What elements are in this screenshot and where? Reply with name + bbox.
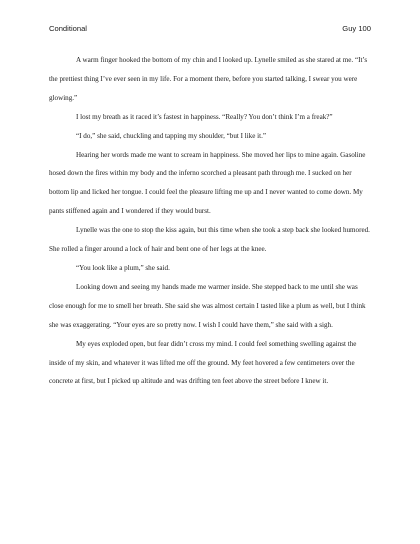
paragraph: My eyes exploded open, but fear didn’t cross my mind. I could feel something swelling against the inside of my skin, and whatever it was lifted me off the ground. My feet hovered a few centimeters over the concrete at first, but I picked up altitude and was drifting ten feet above the street before I knew it. [49,339,357,386]
page-number: Guy 100 [342,24,371,33]
paragraph: Hearing her words made me want to scream in happiness. She moved her lips to mine again. Gasoline hosed down the fires within my body and the inferno scorched a pleasant path through me. I sucked on her bottom lip and licked her tongue. I could feel the pleasure lifting me up and I never wanted to come down. My pants stiffened again and I wondered if they would burst. [49,150,366,216]
paragraph: “You look like a plum,” she said. [76,263,170,272]
manuscript-body [49,51,371,391]
paragraph: A warm finger hooked the bottom of my chin and I looked up. Lynelle smiled as she stared at me. “It’s the prettiest thing I’ve ever seen in my life. For a moment there, before you started talking, I swear you were glowing.” [49,56,368,102]
paragraph: I lost my breath as it raced it’s fastest in happiness. “Really? You don’t think I’m a freak?” [76,112,333,121]
paragraph: Looking down and seeing my hands made me warmer inside. She stepped back to me until she was close enough for me to smell her breath. She said she was almost certain I tasted like a plum as well, but I think she was exaggerating. “Your eyes are so pretty now. I wish I could have them,” she said with a sigh. [49,282,366,329]
page-header [49,24,371,36]
paragraph: “I do,” she said, chuckling and tapping my shoulder, “but I like it.” [76,131,267,140]
paragraph: Lynelle was the one to stop the kiss again, but this time when she took a step back she looked humored. She rolled a finger around a lock of hair and bent one of her legs at the knee. [49,226,370,254]
running-title: Conditional [49,24,87,33]
